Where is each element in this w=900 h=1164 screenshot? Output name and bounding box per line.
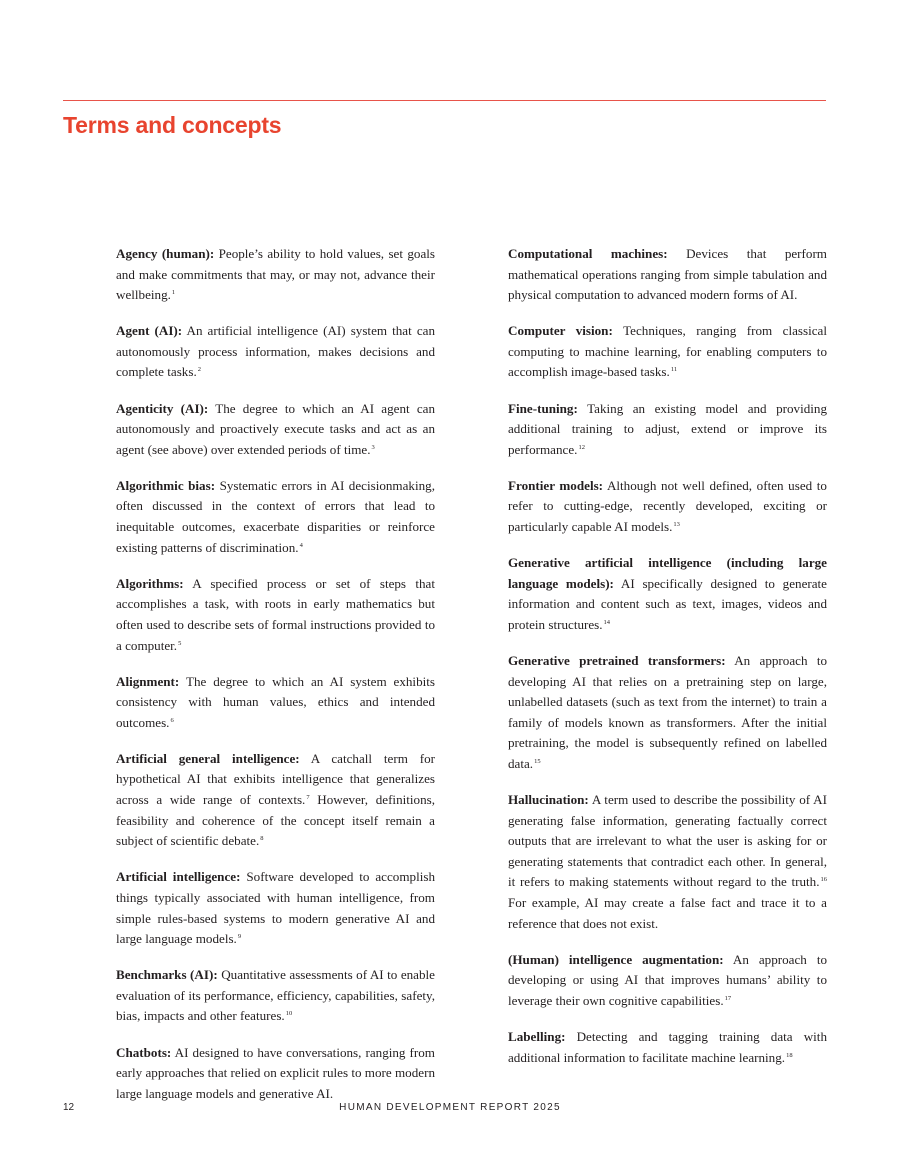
- glossary-term: Generative pretrained transformers:: [508, 653, 726, 668]
- glossary-definition: AI specifically designed to generate information and content such as text, images, videos and protein structures.: [508, 575, 827, 632]
- glossary-definition: The degree to which an AI system exhibits consistency with human values, ethics and intended outcomes.: [116, 673, 435, 730]
- glossary-term: Artificial general intelligence:: [116, 750, 300, 766]
- page-title: Terms and concepts: [63, 112, 282, 138]
- footnote-marker: 7: [306, 794, 310, 802]
- glossary-definition: Techniques, ranging from classical computing to machine learning, for enabling computers to accomplish image-based tasks.: [508, 323, 827, 380]
- glossary-entry-artificial-general-intelligence: [116, 749, 435, 852]
- footnote-marker: 13: [673, 521, 680, 529]
- glossary-term: (Human) intelligence augmentation:: [508, 951, 724, 967]
- glossary-definition: A specified process or set of steps that accomplishes a task, with roots in early mathematics but often used to describe sets of formal instructions provided to a computer.: [116, 575, 435, 653]
- glossary-term: Alignment:: [116, 673, 180, 689]
- left-column: [116, 244, 435, 1120]
- glossary-definition: An artificial intelligence (AI) system that can autonomously process information, makes decisions and complete tasks.: [116, 323, 435, 380]
- glossary-definition: Taking an existing model and providing additional training to adjust, extend or improve its performance.: [508, 400, 827, 457]
- glossary-entry-chatbots: [116, 1043, 435, 1105]
- glossary-entry-agenticity-ai: [116, 399, 435, 461]
- footnote-marker: 17: [724, 994, 732, 1002]
- footnote-marker: 3: [371, 443, 375, 451]
- footnote-marker: 12: [578, 443, 585, 451]
- glossary-term: Chatbots:: [116, 1044, 172, 1060]
- glossary-entry-alignment: [116, 672, 435, 734]
- footnote-marker: 14: [603, 618, 611, 626]
- glossary-entry-computational-machines: [508, 244, 827, 306]
- glossary-definition: An approach to developing AI that relies on a pretraining step on large, unlabelled datasets (such as text from the internet) to train a family of models known as transformers. After the initial pretraining, the model is subsequently refined on labelled data.: [508, 653, 827, 771]
- glossary-term: Computational machines:: [508, 246, 668, 261]
- glossary-entry-human-intelligence-augmentation: [508, 950, 827, 1012]
- footnote-marker: 4: [299, 541, 303, 549]
- glossary-definition: People’s ability to hold values, set goals and make commitments that may, or may not, advance their wellbeing.: [116, 246, 435, 303]
- footnote-marker: 10: [285, 1010, 293, 1018]
- title-rule: [63, 100, 826, 101]
- glossary-definition: The degree to which an AI agent can autonomously and proactively execute tasks and act as an agent (see above) over extended periods of time.: [116, 400, 435, 457]
- glossary-definition: An approach to developing or using AI that improves humans’ ability to leverage their own cognitive capabilities.: [508, 951, 828, 1008]
- glossary-definition: Quantitative assessments of AI to enable evaluation of its performance, efficiency, capabilities, safety, bias, impacts and other features.: [116, 967, 435, 1024]
- footnote-marker: 16: [820, 876, 827, 884]
- glossary-term: Generative artificial intelligence (including large language models):: [508, 555, 827, 591]
- running-title: HUMAN DEVELOPMENT REPORT 2025: [339, 1102, 561, 1113]
- right-column: [508, 244, 827, 1084]
- glossary-entry-fine-tuning: [508, 399, 827, 461]
- glossary-entry-agency-human: [116, 244, 435, 306]
- glossary-entry-benchmarks-ai: [116, 965, 435, 1027]
- glossary-term: Computer vision:: [508, 323, 613, 339]
- page-number: 12: [63, 1102, 75, 1113]
- glossary-entry-generative-pretrained-transformers: [508, 651, 827, 775]
- glossary-term: Agent (AI):: [116, 323, 183, 339]
- glossary-term: Agenticity (AI):: [116, 400, 209, 416]
- glossary-definition: Systematic errors in AI decisionmaking, often discussed in the context of errors that lead to inequitable outcomes, exacerbate disparities or reinforce existing patterns of discrimination.: [116, 477, 435, 555]
- glossary-term: Labelling:: [508, 1029, 566, 1044]
- glossary-term: Fine-tuning:: [508, 400, 578, 416]
- glossary-entry-generative-artificial-intelligence-including-large-language-models: [508, 553, 827, 635]
- glossary-definition: Software developed to accomplish things typically associated with human intelligence, from simple rules-based systems to modern generative AI and large language models.: [116, 869, 435, 947]
- glossary-term: Agency (human):: [116, 246, 215, 261]
- glossary-term: Algorithms:: [116, 575, 184, 591]
- footnote-marker: 15: [534, 757, 541, 765]
- glossary-term: Frontier models:: [508, 477, 604, 493]
- glossary-definition: Detecting and tagging training data with additional information to facilitate machine learning.: [508, 1029, 827, 1065]
- glossary-definition: Devices that perform mathematical operations ranging from simple tabulation and physical computation to advanced modern forms of AI.: [508, 246, 827, 303]
- glossary-term: Algorithmic bias:: [116, 477, 216, 493]
- footnote-marker: 5: [178, 639, 182, 647]
- footnote-marker: 1: [171, 289, 176, 297]
- glossary-definition: Although not well defined, often used to refer to cutting-edge, recently developed, exciting or particularly capable AI models.: [508, 477, 827, 535]
- glossary-definition-continued: For example, AI may create a false fact and trace it to a reference that does not exist.: [508, 895, 827, 931]
- glossary-entry-frontier-models: [508, 476, 827, 538]
- footnote-marker: 9: [237, 933, 242, 941]
- glossary-entry-agent-ai: [116, 321, 435, 383]
- glossary-term: Hallucination:: [508, 792, 589, 808]
- glossary-definition: A catchall term for hypothetical AI that exhibits intelligence that generalizes across a wide range of contexts.: [116, 750, 435, 808]
- glossary-entry-algorithms: [116, 574, 435, 656]
- glossary-term: Benchmarks (AI):: [116, 967, 218, 983]
- glossary-entry-computer-vision: [508, 321, 827, 383]
- footnote-marker: 6: [170, 716, 174, 724]
- glossary-entry-artificial-intelligence: [116, 867, 435, 949]
- glossary-definition: AI designed to have conversations, ranging from early approaches that relied on explicit rules to more modern large language models and generative AI.: [116, 1044, 435, 1101]
- glossary-entry-hallucination: [508, 790, 827, 934]
- glossary-definition: A term used to describe the possibility of AI generating false information, generating factually correct outputs that are irrelevant to what the user is asking for or generating statements that contradict each other. In general, it refers to making statements without regard to the truth.: [508, 792, 827, 890]
- footnote-marker: 18: [786, 1051, 793, 1059]
- footnote-marker: 8: [260, 835, 264, 843]
- footnote-marker: 2: [197, 366, 201, 374]
- glossary-definition-continued: However, definitions, feasibility and coherence of the concept itself remain a subject of scientific debate.: [116, 792, 435, 849]
- glossary-term: Artificial intelligence:: [116, 869, 241, 885]
- glossary-entry-algorithmic-bias: [116, 476, 435, 558]
- glossary-entry-labelling: [508, 1027, 827, 1068]
- footnote-marker: 11: [670, 366, 678, 374]
